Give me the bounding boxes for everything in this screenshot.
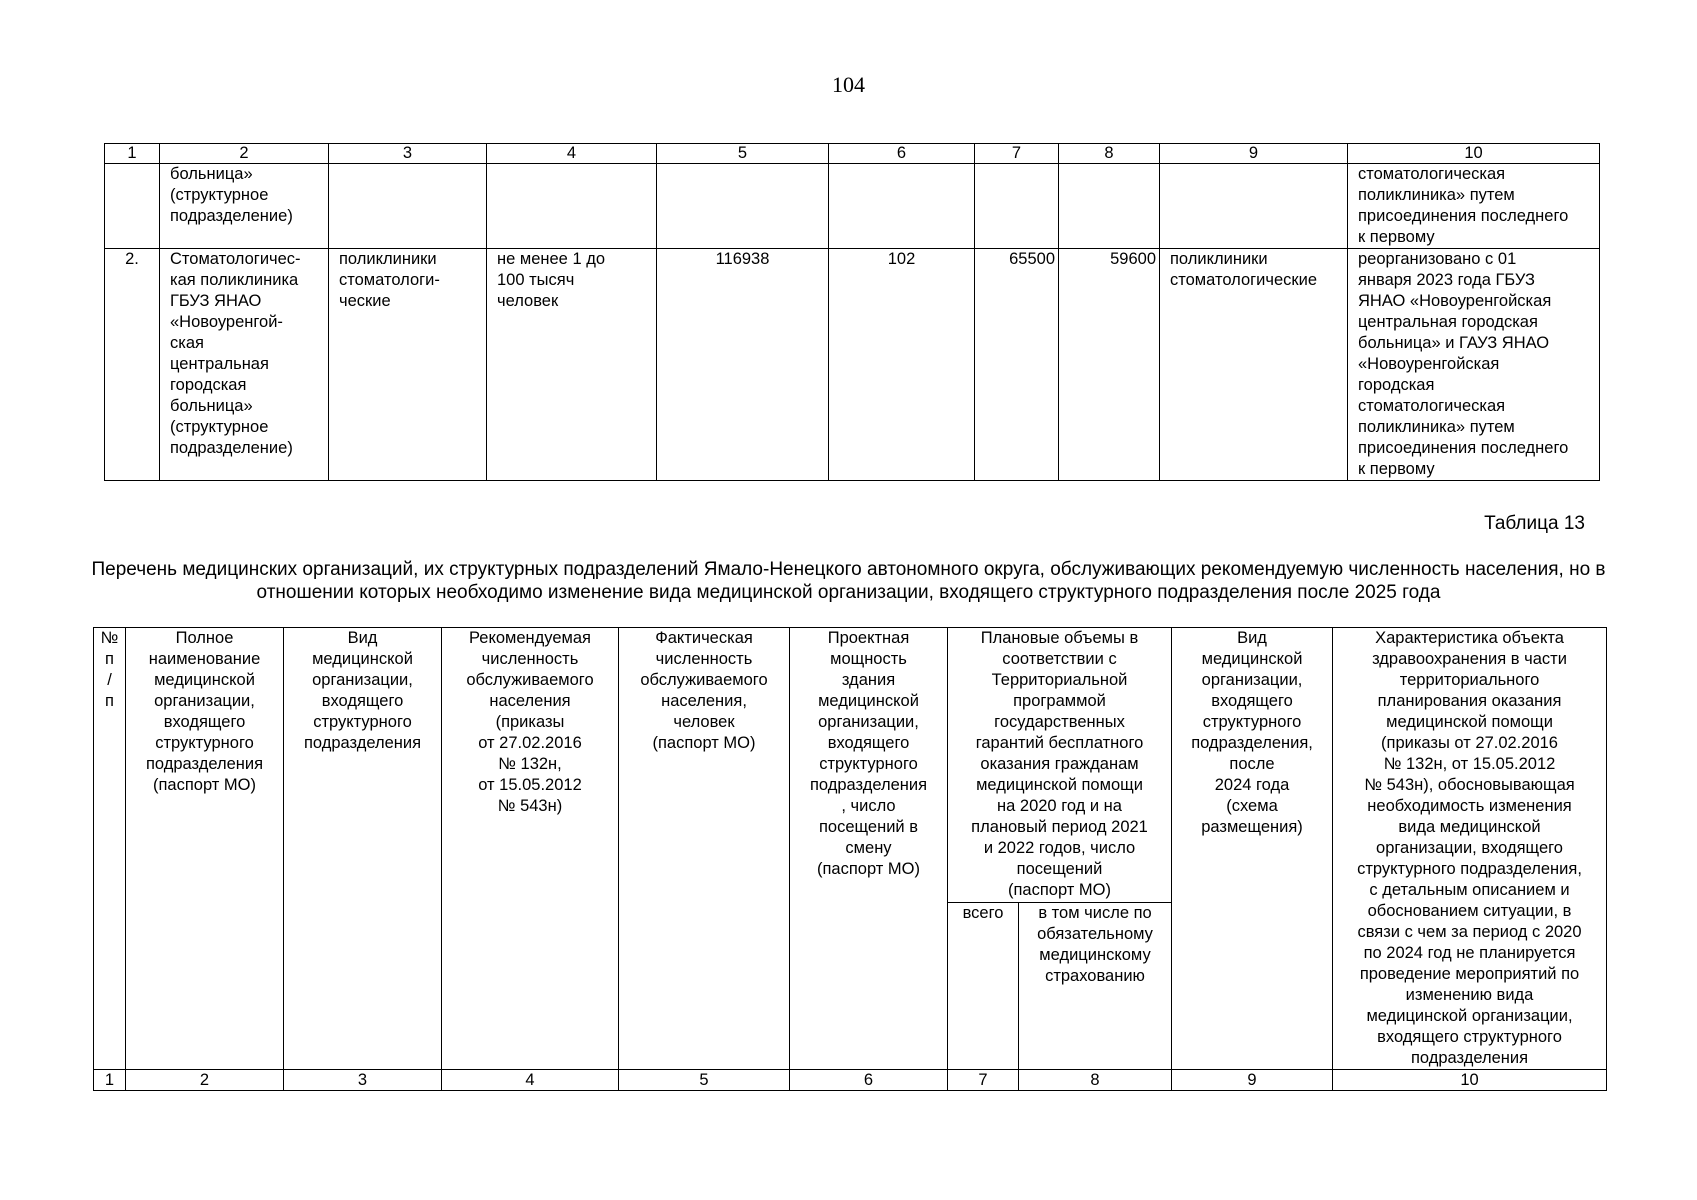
header-capacity: Проектная мощность здания медицинской организации, входящего структурного подразделения , число посещений в смену (паспорт МО)	[790, 628, 948, 1070]
header-num: № п / п	[94, 628, 126, 1070]
column-number: 5	[657, 144, 829, 164]
column-number: 10	[1333, 1070, 1607, 1091]
header-oms: в том числе по обязательному медицинскому страхованию	[1019, 903, 1172, 1070]
cell-type-after	[1160, 164, 1348, 249]
table-title: Перечень медицинских организаций, их структурных подразделений Ямало-Ненецкого автономного округа, обслуживающих рекомендуемую численность населения, но в отношении которых необходимо изменение вида медицинской организации, входящего структурного подразделения после 2025 года	[91, 559, 1606, 603]
column-number: 7	[948, 1070, 1019, 1091]
cell-note: стоматологическая поликлиника» путем присоединения последнего к первому	[1348, 164, 1600, 249]
header-planned: Плановые объемы в соответствии с Территориальной программой государственных гарантий бесплатного оказания гражданам медицинской помощи на 2020 год и на плановый период 2021 и 2022 годов, число посещений (паспорт МО)	[948, 628, 1172, 903]
column-number: 3	[284, 1070, 442, 1091]
cell-recommended: не менее 1 до 100 тысяч человек	[487, 249, 657, 481]
column-number-row	[105, 144, 1600, 164]
table-row	[105, 164, 1600, 249]
page-number: 104	[832, 72, 865, 97]
cell-oms	[1059, 164, 1160, 249]
header-characteristic: Характеристика объекта здравоохранения в части территориального планирования оказания медицинской помощи (приказы от 27.02.2016 № 132н, от 15.05.2012 № 543н), обосновывающая необходимость изменения вида медицинской организации, входящего структурного подразделения, с детальным описанием и обоснованием ситуации, в связи с чем за период с 2020 по 2024 год не планируется проведение мероприятий по изменению вида медицинской организации, входящего структурного подразделения	[1333, 628, 1607, 1070]
column-number: 5	[619, 1070, 790, 1091]
column-number: 4	[487, 144, 657, 164]
column-number: 1	[105, 144, 160, 164]
cell-capacity: 102	[829, 249, 975, 481]
cell-type	[329, 164, 487, 249]
cell-actual: 116938	[657, 249, 829, 481]
header-total: всего	[948, 903, 1019, 1070]
table-13	[93, 627, 1607, 1091]
header-row	[94, 628, 1607, 903]
continued-table	[104, 143, 1600, 481]
column-number: 4	[442, 1070, 619, 1091]
column-number: 8	[1019, 1070, 1172, 1091]
header-name: Полное наименование медицинской организации, входящего структурного подразделения (паспорт МО)	[126, 628, 284, 1070]
header-type: Вид медицинской организации, входящего структурного подразделения	[284, 628, 442, 1070]
cell-capacity	[829, 164, 975, 249]
column-number: 9	[1172, 1070, 1333, 1091]
cell-total	[975, 164, 1059, 249]
column-number: 8	[1059, 144, 1160, 164]
column-number-row	[94, 1070, 1607, 1091]
column-number: 2	[126, 1070, 284, 1091]
column-number: 2	[160, 144, 329, 164]
header-type-after: Вид медицинской организации, входящего структурного подразделения, после 2024 года (схема размещения)	[1172, 628, 1333, 1070]
column-number: 1	[94, 1070, 126, 1091]
column-number: 9	[1160, 144, 1348, 164]
cell-name: Стоматологичес- кая поликлиника ГБУЗ ЯНАО «Новоуренгой- ская центральная городская больница» (структурное подразделение)	[160, 249, 329, 481]
cell-num: 2.	[105, 249, 160, 481]
cell-note: реорганизовано с 01 января 2023 года ГБУЗ ЯНАО «Новоуренгойская центральная городская больница» и ГАУЗ ЯНАО «Новоуренгойская городская стоматологическая поликлиника» путем присоединения последнего к первому	[1348, 249, 1600, 481]
cell-actual	[657, 164, 829, 249]
table-label: Таблица 13	[1484, 513, 1585, 534]
table-row	[105, 249, 1600, 481]
column-number: 6	[790, 1070, 948, 1091]
cell-oms: 59600	[1059, 249, 1160, 481]
cell-name: больница» (структурное подразделение)	[160, 164, 329, 249]
column-number: 10	[1348, 144, 1600, 164]
column-number: 6	[829, 144, 975, 164]
column-number: 3	[329, 144, 487, 164]
cell-type-after: поликлиники стоматологические	[1160, 249, 1348, 481]
header-actual: Фактическая численность обслуживаемого населения, человек (паспорт МО)	[619, 628, 790, 1070]
cell-type: поликлиники стоматологи- ческие	[329, 249, 487, 481]
column-number: 7	[975, 144, 1059, 164]
cell-recommended	[487, 164, 657, 249]
cell-num	[105, 164, 160, 249]
cell-total: 65500	[975, 249, 1059, 481]
header-recommended: Рекомендуемая численность обслуживаемого населения (приказы от 27.02.2016 № 132н, от 15.05.2012 № 543н)	[442, 628, 619, 1070]
